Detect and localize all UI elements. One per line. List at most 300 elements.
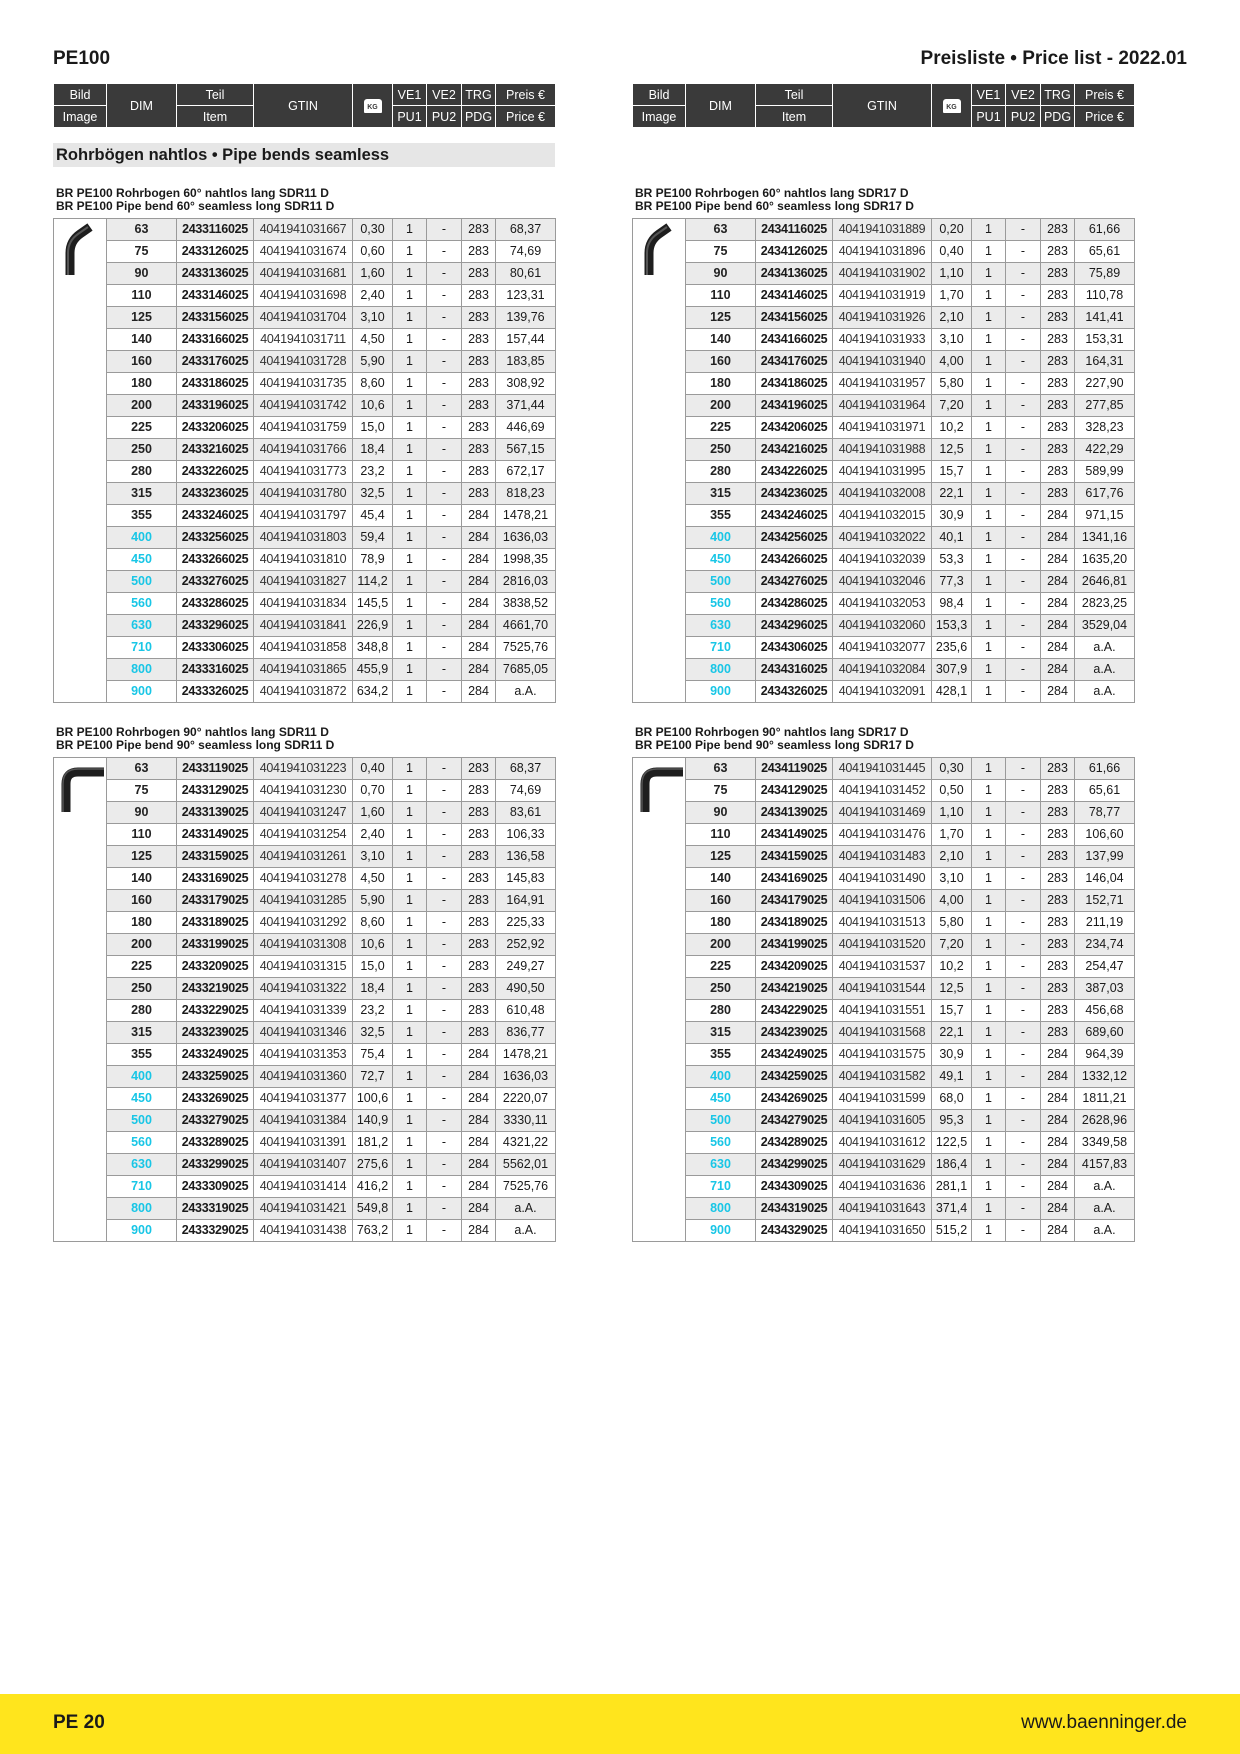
cell-item-number: 2433299025 [177,1154,254,1176]
cell-ve2: - [1006,758,1041,780]
cell-weight: 4,50 [353,868,393,890]
cell-price: 3838,52 [496,593,556,615]
cell-trg: 284 [1041,593,1075,615]
cell-item-number: 2434306025 [756,637,833,659]
cell-ve1: 1 [972,758,1006,780]
cell-item-number: 2433256025 [177,527,254,549]
cell-weight: 59,4 [353,527,393,549]
cell-price: a.A. [496,1220,556,1242]
table-row [54,1088,556,1110]
cell-gtin: 4041941032091 [833,681,932,703]
cell-gtin: 4041941031988 [833,439,932,461]
cell-gtin: 4041941031360 [254,1066,353,1088]
cell-trg: 283 [462,802,496,824]
cell-trg: 283 [462,1000,496,1022]
cell-gtin: 4041941031667 [254,219,353,241]
cell-ve2: - [1006,1000,1041,1022]
cell-trg: 284 [1041,681,1075,703]
cell-ve1: 1 [972,1198,1006,1220]
cell-trg: 284 [462,593,496,615]
cell-dim: 140 [686,329,756,351]
cell-ve2: - [427,395,462,417]
cell-gtin: 4041941031933 [833,329,932,351]
table-row [54,846,556,868]
cell-trg: 284 [462,1220,496,1242]
block-title [56,726,334,752]
cell-ve1: 1 [972,934,1006,956]
cell-price: 254,47 [1075,956,1135,978]
cell-weight: 634,2 [353,681,393,703]
cell-dim: 250 [107,439,177,461]
cell-dim: 110 [686,824,756,846]
cell-ve2: - [1006,461,1041,483]
cell-weight: 0,30 [353,219,393,241]
cell-ve1: 1 [972,846,1006,868]
cell-trg: 283 [1041,890,1075,912]
cell-weight: 226,9 [353,615,393,637]
cell-trg: 284 [1041,1066,1075,1088]
cell-weight: 0,40 [353,758,393,780]
cell-trg: 283 [462,285,496,307]
cell-item-number: 2434166025 [756,329,833,351]
cell-weight: 416,2 [353,1176,393,1198]
cell-dim: 400 [686,527,756,549]
cell-dim: 450 [107,549,177,571]
cell-gtin: 4041941031568 [833,1022,932,1044]
cell-item-number: 2433139025 [177,802,254,824]
cell-price: 689,60 [1075,1022,1135,1044]
cell-ve1: 1 [972,593,1006,615]
cell-ve2: - [427,659,462,681]
cell-item-number: 2433316025 [177,659,254,681]
cell-trg: 283 [1041,1000,1075,1022]
cell-weight: 23,2 [353,1000,393,1022]
cell-weight: 98,4 [932,593,972,615]
cell-item-number: 2434279025 [756,1110,833,1132]
cell-weight: 49,1 [932,1066,972,1088]
cell-dim: 160 [107,351,177,373]
cell-trg: 283 [462,890,496,912]
table-row [633,549,1135,571]
cell-item-number: 2434189025 [756,912,833,934]
cell-weight: 140,9 [353,1110,393,1132]
cell-dim: 710 [686,1176,756,1198]
cell-price: 672,17 [496,461,556,483]
cell-ve2: - [1006,549,1041,571]
cell-item-number: 2434129025 [756,780,833,802]
cell-price: 153,31 [1075,329,1135,351]
cell-price: 4321,22 [496,1132,556,1154]
cell-weight: 275,6 [353,1154,393,1176]
cell-item-number: 2434169025 [756,868,833,890]
cell-dim: 225 [686,417,756,439]
cell-dim: 450 [686,1088,756,1110]
cell-price: 252,92 [496,934,556,956]
cell-ve2: - [427,351,462,373]
cell-gtin: 4041941031865 [254,659,353,681]
header-price: Price € [1075,106,1135,128]
table-row [54,681,556,703]
cell-item-number: 2433159025 [177,846,254,868]
cell-dim: 800 [107,659,177,681]
cell-dim: 75 [686,241,756,263]
cell-price: 164,91 [496,890,556,912]
cell-ve2: - [427,417,462,439]
cell-gtin: 4041941031407 [254,1154,353,1176]
table-row [54,307,556,329]
cell-ve2: - [427,1066,462,1088]
cell-item-number: 2434139025 [756,802,833,824]
cell-item-number: 2433326025 [177,681,254,703]
cell-weight: 3,10 [932,868,972,890]
cell-gtin: 4041941031759 [254,417,353,439]
cell-ve1: 1 [972,912,1006,934]
header-item: Item [177,106,254,128]
cell-ve1: 1 [972,659,1006,681]
cell-ve2: - [427,1022,462,1044]
cell-weight: 78,9 [353,549,393,571]
cell-dim: 450 [107,1088,177,1110]
cell-dim: 200 [686,395,756,417]
cell-gtin: 4041941031582 [833,1066,932,1088]
cell-gtin: 4041941031452 [833,780,932,802]
table-row [633,802,1135,824]
cell-gtin: 4041941031896 [833,241,932,263]
cell-dim: 630 [686,615,756,637]
table-row [633,890,1135,912]
table-row [633,241,1135,263]
cell-item-number: 2434289025 [756,1132,833,1154]
cell-item-number: 2434116025 [756,219,833,241]
cell-trg: 283 [1041,868,1075,890]
cell-weight: 307,9 [932,659,972,681]
cell-price: 567,15 [496,439,556,461]
cell-ve1: 1 [972,637,1006,659]
cell-trg: 283 [462,1022,496,1044]
cell-gtin: 4041941031278 [254,868,353,890]
cell-ve2: - [1006,978,1041,1000]
cell-item-number: 2433279025 [177,1110,254,1132]
cell-trg: 284 [1041,505,1075,527]
cell-ve1: 1 [393,593,427,615]
cell-ve2: - [1006,241,1041,263]
cell-gtin: 4041941031520 [833,934,932,956]
cell-ve1: 1 [972,1110,1006,1132]
cell-trg: 283 [1041,912,1075,934]
cell-item-number: 2433136025 [177,263,254,285]
cell-trg: 284 [1041,1088,1075,1110]
block-title [635,187,914,213]
cell-ve2: - [1006,1022,1041,1044]
cell-gtin: 4041941031889 [833,219,932,241]
cell-price: 1332,12 [1075,1066,1135,1088]
cell-dim: 200 [107,395,177,417]
cell-dim: 710 [107,1176,177,1198]
cell-gtin: 4041941032046 [833,571,932,593]
cell-dim: 630 [107,1154,177,1176]
cell-weight: 15,7 [932,1000,972,1022]
cell-weight: 1,70 [932,285,972,307]
cell-weight: 1,70 [932,824,972,846]
cell-item-number: 2434176025 [756,351,833,373]
cell-ve1: 1 [972,802,1006,824]
table-row [633,1110,1135,1132]
table-row [633,1088,1135,1110]
cell-price: 2823,25 [1075,593,1135,615]
cell-price: a.A. [1075,637,1135,659]
cell-trg: 284 [462,1110,496,1132]
cell-dim: 90 [686,802,756,824]
cell-ve1: 1 [393,846,427,868]
cell-ve2: - [1006,307,1041,329]
table-row [633,351,1135,373]
cell-ve1: 1 [972,351,1006,373]
cell-price: 183,85 [496,351,556,373]
cell-ve2: - [427,1176,462,1198]
table-row [633,417,1135,439]
cell-ve1: 1 [972,373,1006,395]
website-link[interactable]: www.baenninger.de [1021,1712,1187,1733]
cell-weight: 75,4 [353,1044,393,1066]
cell-ve2: - [427,1088,462,1110]
cell-ve2: - [1006,659,1041,681]
cell-gtin: 4041941032015 [833,505,932,527]
cell-ve2: - [1006,593,1041,615]
cell-trg: 284 [1041,659,1075,681]
cell-ve2: - [1006,1066,1041,1088]
cell-trg: 283 [1041,934,1075,956]
cell-dim: 63 [107,219,177,241]
cell-ve2: - [427,1220,462,1242]
cell-weight: 371,4 [932,1198,972,1220]
cell-dim: 900 [686,681,756,703]
cell-ve2: - [1006,637,1041,659]
cell-ve1: 1 [393,461,427,483]
cell-ve1: 1 [972,956,1006,978]
cell-trg: 283 [1041,978,1075,1000]
header-teil: Teil [177,84,254,106]
cell-ve2: - [427,1154,462,1176]
table-row [54,1176,556,1198]
price-list-title: Preisliste • Price list - 2022.01 [920,48,1187,69]
cell-dim: 630 [686,1154,756,1176]
header-item: Item [756,106,833,128]
cell-item-number: 2434159025 [756,846,833,868]
price-table-60-sdr11 [53,218,556,703]
table-row [633,615,1135,637]
cell-gtin: 4041941031872 [254,681,353,703]
cell-ve1: 1 [393,483,427,505]
header-gtin: GTIN [833,84,932,128]
cell-gtin: 4041941031261 [254,846,353,868]
cell-item-number: 2434209025 [756,956,833,978]
cell-ve2: - [427,549,462,571]
cell-price: 225,33 [496,912,556,934]
cell-dim: 110 [107,824,177,846]
cell-ve1: 1 [393,978,427,1000]
cell-item-number: 2433119025 [177,758,254,780]
cell-item-number: 2433319025 [177,1198,254,1220]
header-teil: Teil [756,84,833,106]
cell-ve2: - [1006,219,1041,241]
cell-gtin: 4041941031537 [833,956,932,978]
cell-dim: 160 [686,351,756,373]
cell-gtin: 4041941031445 [833,758,932,780]
product-image-cell [633,219,686,703]
cell-gtin: 4041941031681 [254,263,353,285]
cell-item-number: 2434309025 [756,1176,833,1198]
cell-price: 617,76 [1075,483,1135,505]
cell-trg: 284 [462,615,496,637]
table-row [633,912,1135,934]
cell-weight: 549,8 [353,1198,393,1220]
cell-price: 136,58 [496,846,556,868]
cell-weight: 186,4 [932,1154,972,1176]
cell-ve1: 1 [393,1022,427,1044]
cell-trg: 284 [462,527,496,549]
cell-weight: 1,60 [353,263,393,285]
cell-price: 1998,35 [496,549,556,571]
cell-ve1: 1 [393,1000,427,1022]
cell-gtin: 4041941031506 [833,890,932,912]
weight-icon: KG [943,99,961,113]
cell-dim: 355 [107,505,177,527]
cell-price: 387,03 [1075,978,1135,1000]
cell-item-number: 2433166025 [177,329,254,351]
cell-ve2: - [427,868,462,890]
cell-gtin: 4041941031629 [833,1154,932,1176]
cell-ve2: - [427,637,462,659]
cell-trg: 284 [462,1088,496,1110]
cell-price: 422,29 [1075,439,1135,461]
cell-weight: 22,1 [932,483,972,505]
cell-trg: 284 [1041,1154,1075,1176]
table-row [54,1220,556,1242]
cell-price: 152,71 [1075,890,1135,912]
cell-item-number: 2433156025 [177,307,254,329]
cell-price: 68,37 [496,219,556,241]
cell-gtin: 4041941032053 [833,593,932,615]
cell-price: 371,44 [496,395,556,417]
cell-dim: 180 [107,912,177,934]
cell-dim: 125 [107,846,177,868]
cell-trg: 283 [462,329,496,351]
cell-item-number: 2434246025 [756,505,833,527]
cell-weight: 114,2 [353,571,393,593]
cell-trg: 283 [462,439,496,461]
cell-item-number: 2433239025 [177,1022,254,1044]
cell-price: 5562,01 [496,1154,556,1176]
cell-ve1: 1 [972,978,1006,1000]
cell-dim: 280 [107,461,177,483]
cell-trg: 284 [1041,615,1075,637]
cell-weight: 348,8 [353,637,393,659]
cell-ve2: - [1006,395,1041,417]
cell-trg: 284 [1041,1198,1075,1220]
pipe-bend-60-icon [54,219,106,282]
cell-price: 78,77 [1075,802,1135,824]
table-row [633,1220,1135,1242]
table-row [633,461,1135,483]
cell-item-number: 2433306025 [177,637,254,659]
cell-gtin: 4041941031469 [833,802,932,824]
cell-weight: 153,3 [932,615,972,637]
table-row [54,549,556,571]
cell-price: a.A. [1075,1176,1135,1198]
cell-ve1: 1 [393,505,427,527]
cell-price: 3529,04 [1075,615,1135,637]
cell-ve2: - [1006,802,1041,824]
table-row [54,373,556,395]
cell-trg: 284 [462,659,496,681]
cell-ve1: 1 [393,1066,427,1088]
cell-gtin: 4041941031223 [254,758,353,780]
cell-trg: 283 [1041,351,1075,373]
cell-ve2: - [1006,1132,1041,1154]
cell-weight: 72,7 [353,1066,393,1088]
cell-price: a.A. [1075,681,1135,703]
cell-item-number: 2433236025 [177,483,254,505]
cell-ve2: - [427,956,462,978]
cell-ve2: - [1006,329,1041,351]
table-row [54,1066,556,1088]
cell-weight: 10,2 [932,956,972,978]
cell-dim: 355 [686,505,756,527]
cell-trg: 283 [1041,824,1075,846]
table-row [54,461,556,483]
cell-trg: 283 [462,824,496,846]
cell-item-number: 2434119025 [756,758,833,780]
header-ve2: VE2 [427,84,462,106]
cell-item-number: 2434299025 [756,1154,833,1176]
cell-dim: 280 [107,1000,177,1022]
cell-gtin: 4041941031650 [833,1220,932,1242]
cell-ve1: 1 [393,1044,427,1066]
table-row [633,934,1135,956]
table-row [633,329,1135,351]
cell-gtin: 4041941031797 [254,505,353,527]
cell-dim: 75 [107,780,177,802]
cell-item-number: 2434239025 [756,1022,833,1044]
cell-weight: 4,00 [932,890,972,912]
cell-item-number: 2433229025 [177,1000,254,1022]
block-title [56,187,334,213]
cell-trg: 283 [1041,219,1075,241]
cell-ve1: 1 [972,571,1006,593]
table-row [54,934,556,956]
cell-price: 1635,20 [1075,549,1135,571]
header-bild: Bild [633,84,686,106]
cell-ve1: 1 [393,285,427,307]
cell-weight: 95,3 [932,1110,972,1132]
cell-dim: 400 [107,1066,177,1088]
cell-ve2: - [427,1000,462,1022]
cell-ve2: - [427,593,462,615]
cell-item-number: 2433219025 [177,978,254,1000]
cell-ve1: 1 [393,395,427,417]
cell-trg: 283 [462,956,496,978]
cell-trg: 283 [462,417,496,439]
table-row [633,307,1135,329]
header-trg: TRG [462,84,496,106]
cell-gtin: 4041941031377 [254,1088,353,1110]
table-row [54,329,556,351]
cell-price: 65,61 [1075,780,1135,802]
cell-price: a.A. [1075,1198,1135,1220]
cell-item-number: 2433176025 [177,351,254,373]
cell-gtin: 4041941031230 [254,780,353,802]
cell-price: 1341,16 [1075,527,1135,549]
